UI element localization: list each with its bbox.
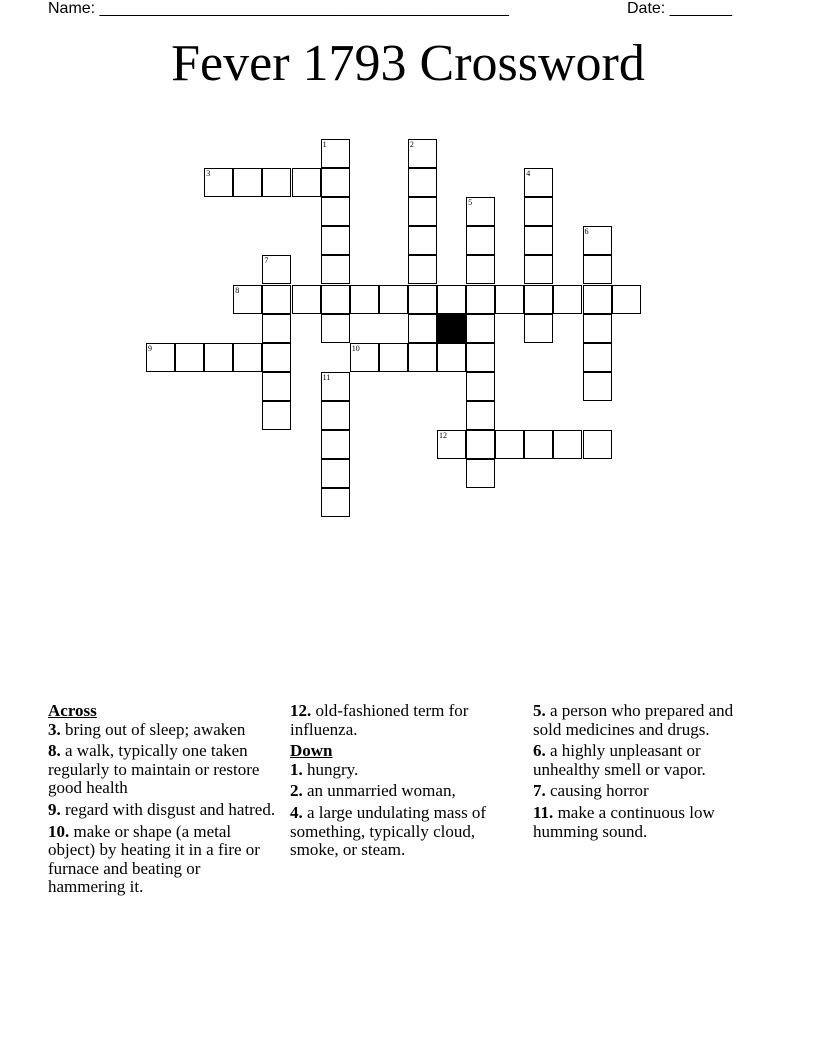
grid-cell[interactable]	[466, 255, 495, 284]
shaded-cell	[437, 314, 466, 343]
grid-cell[interactable]	[175, 343, 204, 372]
clue-text: bring out of sleep; awaken	[65, 719, 246, 739]
clue-across-10	[48, 823, 280, 897]
grid-cell[interactable]	[262, 401, 291, 430]
grid-cell[interactable]	[233, 168, 262, 197]
grid-cell[interactable]	[262, 168, 291, 197]
clue-down-2	[290, 782, 522, 801]
grid-cell[interactable]	[321, 488, 350, 517]
cell-number: 5	[468, 198, 473, 208]
cell-number: 2	[409, 140, 414, 149]
grid-cell[interactable]	[408, 314, 437, 343]
grid-cell[interactable]	[466, 401, 495, 430]
cell-number: 6	[584, 227, 589, 237]
grid-cell[interactable]	[321, 401, 350, 430]
name-field: Name: ______________________________________________	[48, 0, 509, 17]
grid-cell[interactable]	[524, 226, 553, 255]
grid-cell[interactable]	[262, 372, 291, 401]
clue-text: causing horror	[550, 781, 649, 801]
clue-number: 3.	[48, 719, 61, 739]
grid-cell[interactable]	[553, 430, 582, 459]
grid-cell[interactable]	[321, 197, 350, 226]
grid-cell[interactable]	[262, 285, 291, 314]
grid-cell[interactable]	[408, 197, 437, 226]
grid-cell[interactable]	[524, 168, 553, 197]
clues-column-2	[290, 702, 522, 863]
grid-cell[interactable]	[408, 139, 437, 168]
cell-number: 3	[206, 169, 211, 179]
grid-cell[interactable]	[350, 285, 379, 314]
grid-cell[interactable]	[583, 372, 612, 401]
grid-cell[interactable]	[495, 430, 524, 459]
grid-cell[interactable]	[583, 285, 612, 314]
grid-cell[interactable]	[408, 226, 437, 255]
grid-cell[interactable]	[321, 430, 350, 459]
grid-cell[interactable]	[495, 285, 524, 314]
clue-number: 11.	[533, 802, 554, 822]
grid-cell[interactable]	[437, 285, 466, 314]
cell-number: 4	[526, 169, 531, 179]
clue-number: 8.	[48, 741, 61, 761]
date-field: Date: _______	[627, 0, 732, 17]
grid-cell[interactable]	[583, 343, 612, 372]
grid-cell[interactable]	[262, 343, 291, 372]
grid-cell[interactable]	[233, 343, 262, 372]
clue-number: 10.	[48, 821, 70, 841]
clue-down-7	[533, 782, 765, 801]
down-heading: Down	[290, 741, 333, 761]
clue-text: old-fashioned term for influenza.	[290, 701, 469, 739]
grid-cell[interactable]	[233, 285, 262, 314]
grid-cell[interactable]	[524, 314, 553, 343]
grid-cell[interactable]	[408, 255, 437, 284]
grid-cell[interactable]	[437, 430, 466, 459]
clue-across-8	[48, 742, 280, 798]
clue-number: 2.	[290, 781, 303, 801]
grid-cell[interactable]	[408, 285, 437, 314]
grid-cell[interactable]	[466, 197, 495, 226]
clue-number: 9.	[48, 799, 61, 819]
clue-number: 12.	[290, 701, 312, 720]
clue-down-4	[290, 804, 522, 860]
grid-cell[interactable]	[379, 285, 408, 314]
clue-number: 4.	[290, 802, 303, 822]
clue-down-5	[533, 702, 765, 739]
grid-cell[interactable]	[292, 285, 321, 314]
clue-down-11	[533, 804, 765, 841]
clue-across-12	[290, 702, 522, 739]
cell-number: 10	[351, 343, 360, 353]
grid-cell[interactable]	[262, 255, 291, 284]
grid-cell[interactable]	[262, 314, 291, 343]
grid-cell[interactable]	[321, 285, 350, 314]
grid-cell[interactable]	[583, 226, 612, 255]
grid-cell[interactable]	[466, 372, 495, 401]
clue-across-9	[48, 801, 280, 820]
grid-cell[interactable]	[466, 430, 495, 459]
grid-cell[interactable]	[321, 372, 350, 401]
grid-cell[interactable]	[583, 314, 612, 343]
cell-number: 8	[235, 285, 240, 295]
clue-down-1	[290, 761, 522, 780]
grid-cell[interactable]	[204, 343, 233, 372]
clue-text: a walk, typically one taken regularly to maintain or restore good health	[48, 741, 260, 798]
grid-cell[interactable]	[321, 255, 350, 284]
grid-cell[interactable]	[466, 226, 495, 255]
across-heading: Across	[48, 701, 97, 720]
clue-text: make or shape (a metal object) by heating it in a fire or furnace and beating or hammering it.	[48, 821, 260, 897]
grid-cell[interactable]	[292, 168, 321, 197]
grid-cell[interactable]	[408, 343, 437, 372]
grid-cell[interactable]	[408, 168, 437, 197]
grid-cell[interactable]	[466, 343, 495, 372]
grid-cell[interactable]	[321, 168, 350, 197]
clue-across-3	[48, 721, 280, 740]
grid-cell[interactable]	[583, 430, 612, 459]
grid-cell[interactable]	[321, 139, 350, 168]
clues-column-1	[48, 702, 280, 900]
grid-cell[interactable]	[146, 343, 175, 372]
page-title: Fever 1793 Crossword	[171, 35, 645, 92]
grid-cell[interactable]	[553, 285, 582, 314]
grid-cell[interactable]	[379, 343, 408, 372]
grid-cell[interactable]	[524, 285, 553, 314]
grid-cell[interactable]	[466, 314, 495, 343]
grid-cell[interactable]	[524, 197, 553, 226]
clue-text: hungry.	[307, 759, 359, 779]
grid-cell[interactable]	[321, 226, 350, 255]
clue-number: 1.	[290, 759, 303, 779]
clue-text: an unmarried woman,	[307, 781, 456, 801]
cell-number: 12	[439, 431, 447, 440]
clues-column-3	[533, 702, 765, 844]
clue-text: a person who prepared and sold medicines and drugs.	[533, 701, 734, 739]
clue-down-6	[533, 742, 765, 779]
grid-cell[interactable]	[321, 314, 350, 343]
cell-number: 1	[322, 140, 327, 149]
clue-text: a highly unpleasant or unhealthy smell or vapor.	[533, 741, 706, 779]
grid-cell[interactable]	[437, 343, 466, 372]
grid-cell[interactable]	[524, 430, 553, 459]
grid-cell[interactable]	[524, 255, 553, 284]
cell-number: 9	[148, 343, 152, 353]
clue-text: make a continuous low humming sound.	[533, 802, 715, 841]
grid-cell[interactable]	[466, 459, 495, 488]
cell-number: 11	[322, 372, 331, 382]
cell-number: 7	[264, 256, 269, 266]
clue-number: 5.	[533, 701, 546, 720]
grid-cell[interactable]	[583, 255, 612, 284]
clue-text: a large undulating mass of something, typically cloud, smoke, or steam.	[290, 802, 487, 860]
clue-number: 6.	[533, 741, 546, 761]
grid-cell[interactable]	[321, 459, 350, 488]
clue-text: regard with disgust and hatred.	[65, 799, 276, 819]
grid-cell[interactable]	[612, 285, 641, 314]
grid-cell[interactable]	[350, 343, 379, 372]
grid-cell[interactable]	[466, 285, 495, 314]
grid-cell[interactable]	[204, 168, 233, 197]
clue-number: 7.	[533, 781, 546, 801]
